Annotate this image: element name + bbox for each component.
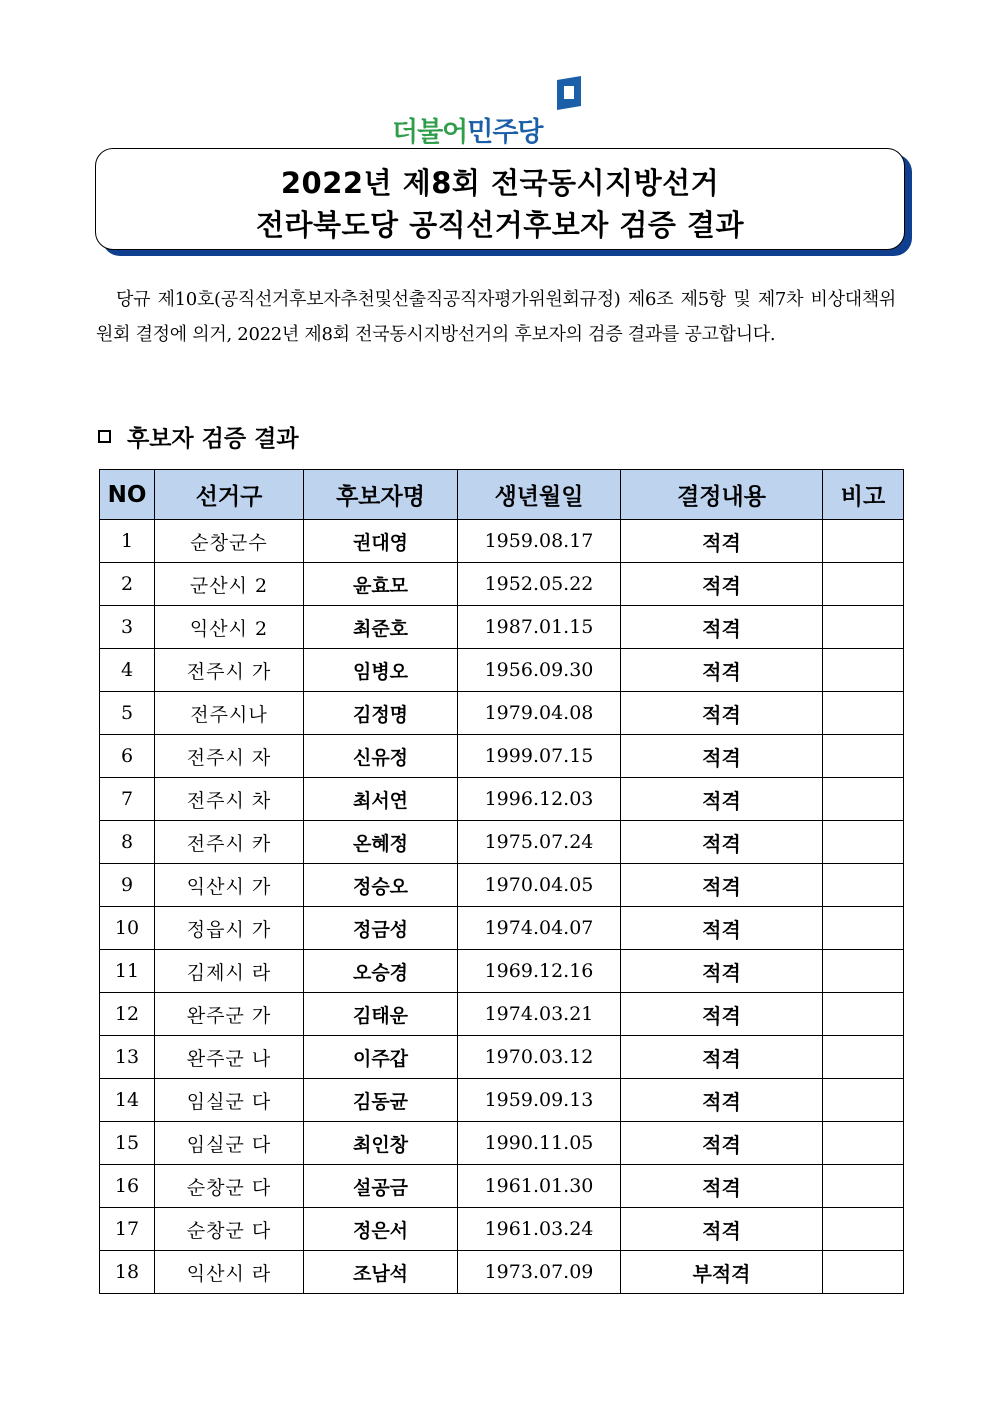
cell-birth: 1952.05.22	[458, 563, 621, 606]
cell-no: 15	[100, 1122, 155, 1165]
cell-decision: 적격	[621, 907, 823, 950]
cell-no: 16	[100, 1165, 155, 1208]
table-row	[100, 692, 904, 735]
table-body	[100, 520, 904, 1294]
cell-district: 전주시 가	[155, 649, 304, 692]
cell-note	[823, 563, 904, 606]
cell-no: 10	[100, 907, 155, 950]
cell-district: 완주군 나	[155, 1036, 304, 1079]
cell-decision: 적격	[621, 1208, 823, 1251]
cell-no: 6	[100, 735, 155, 778]
cell-note	[823, 692, 904, 735]
party-logo	[392, 76, 592, 146]
cell-note	[823, 606, 904, 649]
cell-district: 전주시 카	[155, 821, 304, 864]
header-no: NO	[100, 470, 155, 520]
cell-birth: 1996.12.03	[458, 778, 621, 821]
table-row	[100, 1122, 904, 1165]
cell-birth: 1961.01.30	[458, 1165, 621, 1208]
table-row	[100, 821, 904, 864]
cell-name: 김정명	[304, 692, 458, 735]
table-row	[100, 1165, 904, 1208]
cell-birth: 1956.09.30	[458, 649, 621, 692]
cell-no: 17	[100, 1208, 155, 1251]
cell-note	[823, 778, 904, 821]
cell-birth: 1959.09.13	[458, 1079, 621, 1122]
cell-decision: 적격	[621, 1079, 823, 1122]
cell-note	[823, 735, 904, 778]
cell-district: 순창군 다	[155, 1208, 304, 1251]
cell-note	[823, 907, 904, 950]
header-district: 선거구	[155, 470, 304, 520]
cell-note	[823, 821, 904, 864]
cell-decision: 적격	[621, 649, 823, 692]
cell-district: 임실군 다	[155, 1122, 304, 1165]
cell-district: 정읍시 가	[155, 907, 304, 950]
cell-name: 정은서	[304, 1208, 458, 1251]
cell-birth: 1973.07.09	[458, 1251, 621, 1294]
cell-name: 최서연	[304, 778, 458, 821]
cell-decision: 적격	[621, 821, 823, 864]
cell-decision: 부적격	[621, 1251, 823, 1294]
cell-name: 김동균	[304, 1079, 458, 1122]
table-row	[100, 1079, 904, 1122]
title-box	[95, 148, 905, 250]
cell-birth: 1959.08.17	[458, 520, 621, 563]
cell-district: 완주군 가	[155, 993, 304, 1036]
intro-text: 당규 제10호(공직선거후보자추천및선출직공직자평가위원회규정) 제6조 제5항 및 제7차 비상대책위원회 결정에 의거, 2022년 제8회 전국동시지방선거의 후보자의 검증 결과를 공고합니다.	[96, 289, 896, 345]
cell-decision: 적격	[621, 520, 823, 563]
table-row	[100, 1208, 904, 1251]
cell-decision: 적격	[621, 563, 823, 606]
intro-paragraph	[96, 282, 896, 352]
cell-name: 임병오	[304, 649, 458, 692]
header-note: 비고	[823, 470, 904, 520]
cell-no: 5	[100, 692, 155, 735]
title-line-2: 전라북도당 공직선거후보자 검증 결과	[255, 208, 744, 242]
table-row	[100, 563, 904, 606]
cell-birth: 1970.04.05	[458, 864, 621, 907]
cell-district: 김제시 라	[155, 950, 304, 993]
cell-birth: 1979.04.08	[458, 692, 621, 735]
table-row	[100, 606, 904, 649]
table-row	[100, 1251, 904, 1294]
cell-district: 익산시 가	[155, 864, 304, 907]
cell-decision: 적격	[621, 864, 823, 907]
cell-birth: 1970.03.12	[458, 1036, 621, 1079]
cell-note	[823, 1079, 904, 1122]
cell-no: 2	[100, 563, 155, 606]
cell-no: 9	[100, 864, 155, 907]
header-name: 후보자명	[304, 470, 458, 520]
cell-decision: 적격	[621, 735, 823, 778]
logo-text	[392, 110, 543, 149]
cell-no: 3	[100, 606, 155, 649]
cell-no: 13	[100, 1036, 155, 1079]
results-table	[99, 469, 904, 1294]
cell-name: 최인창	[304, 1122, 458, 1165]
cell-decision: 적격	[621, 1122, 823, 1165]
cell-decision: 적격	[621, 1036, 823, 1079]
cell-note	[823, 993, 904, 1036]
cell-no: 8	[100, 821, 155, 864]
cell-note	[823, 864, 904, 907]
cell-no: 12	[100, 993, 155, 1036]
cell-district: 군산시 2	[155, 563, 304, 606]
cell-no: 14	[100, 1079, 155, 1122]
cell-note	[823, 1165, 904, 1208]
header-birth: 생년월일	[458, 470, 621, 520]
cell-birth: 1961.03.24	[458, 1208, 621, 1251]
cell-no: 11	[100, 950, 155, 993]
cell-birth: 1969.12.16	[458, 950, 621, 993]
cell-name: 오승경	[304, 950, 458, 993]
cell-district: 전주시 차	[155, 778, 304, 821]
table-row	[100, 993, 904, 1036]
cell-no: 1	[100, 520, 155, 563]
cell-district: 순창군 다	[155, 1165, 304, 1208]
section-title: 후보자 검증 결과	[127, 426, 299, 452]
cell-birth: 1974.04.07	[458, 907, 621, 950]
cell-name: 조남석	[304, 1251, 458, 1294]
cell-birth: 1990.11.05	[458, 1122, 621, 1165]
cell-district: 순창군수	[155, 520, 304, 563]
logo-mark-icon	[554, 76, 584, 112]
cell-birth: 1975.07.24	[458, 821, 621, 864]
cell-name: 정승오	[304, 864, 458, 907]
table-row	[100, 1036, 904, 1079]
table-header-row	[100, 470, 904, 520]
table-row	[100, 950, 904, 993]
cell-decision: 적격	[621, 993, 823, 1036]
cell-name: 온혜정	[304, 821, 458, 864]
cell-note	[823, 1122, 904, 1165]
cell-name: 설공금	[304, 1165, 458, 1208]
cell-decision: 적격	[621, 950, 823, 993]
cell-district: 전주시나	[155, 692, 304, 735]
cell-name: 신유정	[304, 735, 458, 778]
cell-name: 이주갑	[304, 1036, 458, 1079]
title-line-1: 2022년 제8회 전국동시지방선거	[280, 166, 720, 200]
cell-decision: 적격	[621, 778, 823, 821]
cell-district: 전주시 자	[155, 735, 304, 778]
table-row	[100, 864, 904, 907]
cell-no: 4	[100, 649, 155, 692]
table-row	[100, 735, 904, 778]
cell-no: 7	[100, 778, 155, 821]
table-row	[100, 778, 904, 821]
cell-district: 익산시 2	[155, 606, 304, 649]
cell-name: 김태운	[304, 993, 458, 1036]
table-row	[100, 649, 904, 692]
section-heading	[98, 420, 299, 453]
cell-note	[823, 950, 904, 993]
checkbox-bullet-icon	[98, 430, 111, 443]
cell-no: 18	[100, 1251, 155, 1294]
table-row	[100, 907, 904, 950]
cell-decision: 적격	[621, 692, 823, 735]
cell-district: 익산시 라	[155, 1251, 304, 1294]
cell-note	[823, 1208, 904, 1251]
header-decision: 결정내용	[621, 470, 823, 520]
cell-name: 윤효모	[304, 563, 458, 606]
cell-name: 최준호	[304, 606, 458, 649]
cell-name: 권대영	[304, 520, 458, 563]
cell-note	[823, 520, 904, 563]
logo-wordmark: 더불어민주당	[392, 117, 543, 148]
cell-note	[823, 649, 904, 692]
cell-birth: 1974.03.21	[458, 993, 621, 1036]
cell-decision: 적격	[621, 606, 823, 649]
cell-note	[823, 1036, 904, 1079]
cell-birth: 1999.07.15	[458, 735, 621, 778]
cell-decision: 적격	[621, 1165, 823, 1208]
cell-name: 정금성	[304, 907, 458, 950]
table-row	[100, 520, 904, 563]
cell-district: 임실군 다	[155, 1079, 304, 1122]
cell-birth: 1987.01.15	[458, 606, 621, 649]
cell-note	[823, 1251, 904, 1294]
